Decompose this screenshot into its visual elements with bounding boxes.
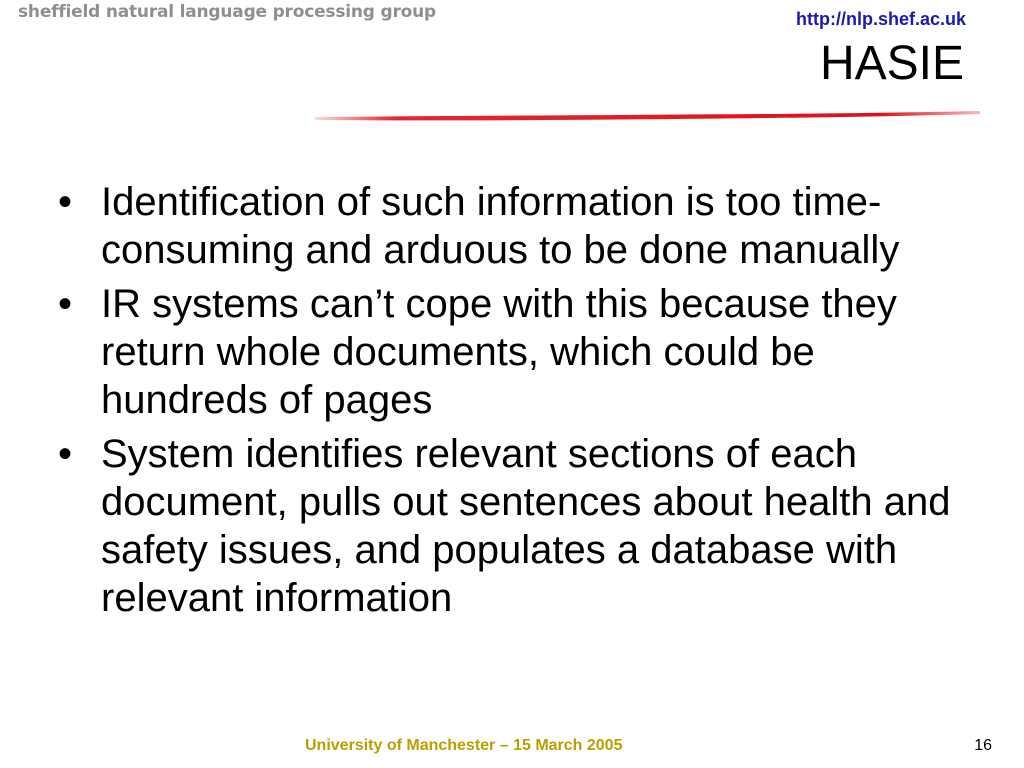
group-logo: sheffield natural language processing group (18, 2, 436, 22)
footer-event-text: University of Manchester – 15 March 2005 (305, 737, 623, 754)
bullet-list (58, 178, 978, 628)
bullet-text: Identification of such information is too time-consuming and arduous to be done manually (101, 180, 900, 272)
bullet-dot-icon: • (58, 282, 73, 326)
bullet-text: System identifies relevant sections of each document, pulls out sentences about health and safety issues, and populates a database with relevant information (101, 432, 951, 620)
bullet-item (58, 280, 978, 424)
bullet-item (58, 178, 978, 274)
header-url-link[interactable]: http://nlp.shef.ac.uk (795, 9, 966, 29)
title-underline-rule (315, 104, 980, 124)
bullet-item (58, 430, 978, 622)
bullet-dot-icon: • (58, 432, 73, 476)
page-number: 16 (974, 737, 992, 754)
slide-title: HASIE (819, 37, 964, 90)
bullet-text: IR systems can’t cope with this because they return whole documents, which could be hundreds of pages (101, 282, 897, 422)
bullet-dot-icon: • (58, 180, 73, 224)
